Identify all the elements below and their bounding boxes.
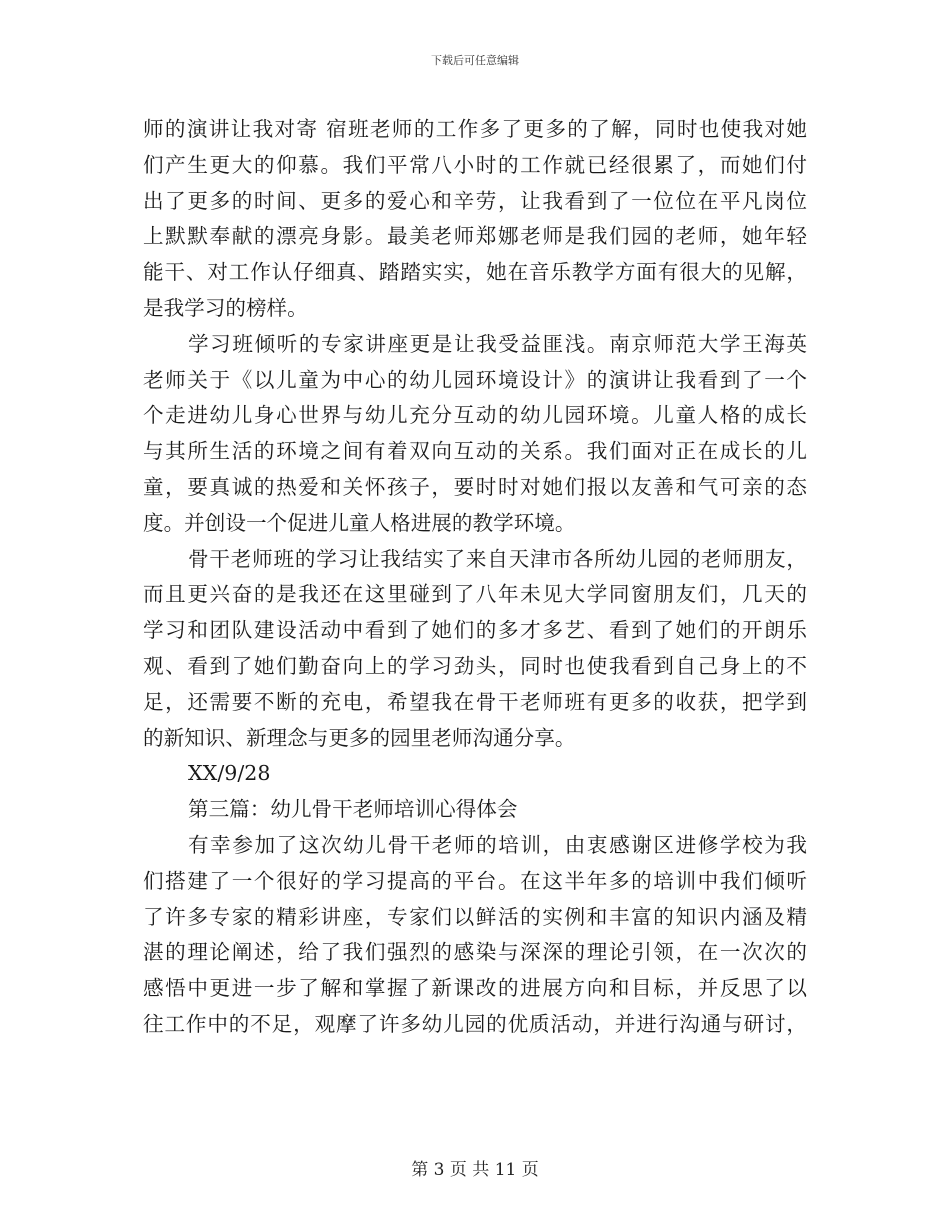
body-text-line: 骨干老师班的学习让我结实了来自天津市各所幼儿园的老师朋友， <box>188 546 807 571</box>
body-text-line: 能干、对工作认仔细真、踏踏实实，她在音乐教学方面有很大的见解， <box>143 260 807 285</box>
body-text-line: 童，要真诚的热爱和关怀孩子，要时时对她们报以友善和气可亲的态 <box>143 474 807 499</box>
body-text-line: 老师关于《以儿童为中心的幼儿园环境设计》的演讲让我看到了一个 <box>143 367 807 392</box>
body-text-line: 湛的理论阐述，给了我们强烈的感染与深深的理论引领，在一次次的 <box>143 940 807 965</box>
body-text-line: 度。并创设一个促进儿童人格进展的教学环境。 <box>143 510 576 535</box>
page-number-footer: 第 3 页 共 11 页 <box>411 1160 539 1180</box>
body-text-line: 学习和团队建设活动中看到了她们的多才多艺、看到了她们的开朗乐 <box>143 618 807 643</box>
body-text-line: 而且更兴奋的是我还在这里碰到了八年未见大学同窗朋友们，几天的 <box>143 582 807 607</box>
page-header-note: 下载后可任意编辑 <box>431 54 519 67</box>
body-text-line: 有幸参加了这次幼儿骨干老师的培训，由衷感谢区进修学校为我 <box>188 832 807 857</box>
body-text-line: 出了更多的时间、更多的爱心和辛劳，让我看到了一位位在平凡岗位 <box>143 188 807 213</box>
body-text-line: 是我学习的榜样。 <box>143 295 308 320</box>
body-text-line: 与其所生活的环境之间有着双向互动的关系。我们面对正在成长的儿 <box>143 439 807 464</box>
body-text-line: XX/9/28 <box>188 761 271 786</box>
body-text-line: 的新知识、新理念与更多的园里老师沟通分享。 <box>143 725 576 750</box>
body-text-line: 观、看到了她们勤奋向上的学习劲头，同时也使我看到自己身上的不 <box>143 653 807 678</box>
body-text-line: 师的演讲让我对寄 宿班老师的工作多了更多的了解，同时也使我对她 <box>143 117 807 141</box>
body-text-line: 们搭建了一个很好的学习提高的平台。在这半年多的培训中我们倾听 <box>143 868 807 893</box>
body-text-line: 们产生更大的仰慕。我们平常八小时的工作就已经很累了，而她们付 <box>143 152 807 177</box>
body-text-line: 往工作中的不足，观摩了许多幼儿园的优质活动，并进行沟通与研讨， <box>143 1011 807 1036</box>
body-text-line: 足，还需要不断的充电，希望我在骨干老师班有更多的收获，把学到 <box>143 689 807 714</box>
body-text-line: 了许多专家的精彩讲座，专家们以鲜活的实例和丰富的知识内涵及精 <box>143 904 807 929</box>
body-text-line: 上默默奉献的漂亮身影。最美老师郑娜老师是我们园的老师，她年轻 <box>143 224 807 249</box>
document-body <box>143 112 807 1043</box>
body-text-line: 个走进幼儿身心世界与幼儿充分互动的幼儿园环境。儿童人格的成长 <box>143 403 807 428</box>
body-text-line: 第三篇：幼儿骨干老师培训心得体会 <box>188 797 518 822</box>
body-text-line: 感悟中更进一步了解和掌握了新课改的进展方向和目标，并反思了以 <box>143 976 807 1001</box>
body-text-line: 学习班倾听的专家讲座更是让我受益匪浅。南京师范大学王海英 <box>188 331 807 356</box>
